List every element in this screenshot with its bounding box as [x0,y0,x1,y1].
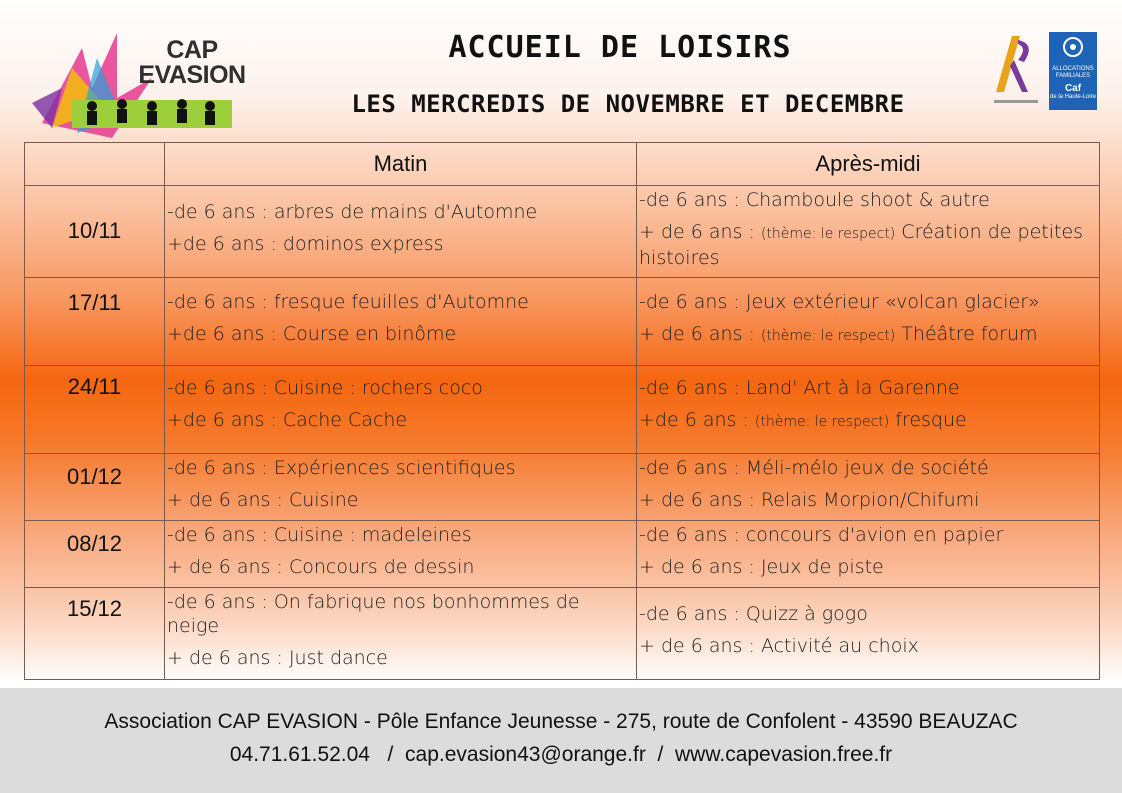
row-afternoon [637,186,1100,278]
table-row [25,278,1100,366]
morning-over6: +de 6 ans : Cache Cache [167,409,408,431]
row-afternoon [637,366,1100,454]
table-row [25,588,1100,680]
footer-phone: 04.71.61.52.04 [229,743,370,766]
footer-separator: / [370,743,406,766]
morning-under6: -de 6 ans : Cuisine : rochers coco [167,377,483,399]
table-row [25,186,1100,278]
caf-emblem-icon [1049,32,1097,66]
table-row [25,521,1100,588]
afternoon-under6: -de 6 ans : Quizz à gogo [639,603,868,625]
morning-over6: +de 6 ans : dominos express [167,233,444,255]
afternoon-under6: -de 6 ans : Chamboule shoot & autre [639,189,990,211]
afternoon-over6: + de 6 ans : (thème: le respect) Création de petites histoires [639,221,1084,269]
row-date: 24/11 [25,366,165,454]
morning-over6: + de 6 ans : Concours de dessin [167,556,475,578]
row-date: 10/11 [25,186,165,278]
footer-address: Association CAP EVASION - Pôle Enfance Jeunesse - 275, route de Confolent - 43590 BEAUZAC [104,710,1018,733]
caf-small-text: ALLOCATIONS FAMILIALES [1052,66,1094,79]
row-date: 01/12 [25,454,165,521]
row-afternoon [637,454,1100,521]
row-morning [165,588,637,680]
row-date: 15/12 [25,588,165,680]
row-date: 08/12 [25,521,165,588]
morning-under6: -de 6 ans : Expériences scientifiques [167,457,516,479]
row-morning [165,454,637,521]
footer [0,688,1122,793]
row-morning [165,278,637,366]
table-row [25,454,1100,521]
morning-under6: -de 6 ans : fresque feuilles d'Automne [167,291,529,313]
row-morning [165,521,637,588]
morning-under6: -de 6 ans : arbres de mains d'Automne [167,201,538,223]
footer-separator: / [645,743,676,766]
morning-under6: -de 6 ans : On fabrique nos bonhommes de neige [167,591,580,637]
page-title: ACCUEIL DE LOISIRS [448,30,792,65]
ar-monogram-icon [990,30,1042,110]
afternoon-over6: + de 6 ans : (thème: le respect) Théâtre forum [639,323,1038,345]
morning-over6: +de 6 ans : Course en binôme [167,323,457,345]
morning-over6: + de 6 ans : Cuisine [167,489,359,511]
afternoon-under6: -de 6 ans : concours d'avion en papier [639,524,1004,546]
logo-text: CAP EVASION [138,36,246,89]
ar-logo [990,30,1042,110]
afternoon-under6: -de 6 ans : Land' Art à la Garenne [639,377,960,399]
caf-logo [1049,32,1097,110]
row-date: 17/11 [25,278,165,366]
header-morning: Matin [165,143,637,186]
table-row [25,366,1100,454]
caf-name: Caf [1064,83,1082,94]
afternoon-over6: + de 6 ans : Relais Morpion/Chifumi [639,489,980,511]
footer-website[interactable]: www.capevasion.free.fr [675,743,893,766]
row-morning [165,186,637,278]
footer-email[interactable]: cap.evasion43@orange.fr [405,743,646,766]
caf-region: de la Haute-Loire [1049,94,1097,100]
afternoon-under6: -de 6 ans : Jeux extérieur «volcan glacier» [639,291,1040,313]
row-afternoon [637,278,1100,366]
afternoon-over6: +de 6 ans : (thème: le respect) fresque [639,409,967,431]
footer-contact [0,743,1122,767]
row-afternoon [637,521,1100,588]
morning-over6: + de 6 ans : Just dance [167,647,388,669]
row-afternoon [637,588,1100,680]
header-afternoon: Après-midi [637,143,1100,186]
header-empty [25,143,165,186]
afternoon-over6: + de 6 ans : Activité au choix [639,635,919,657]
afternoon-over6: + de 6 ans : Jeux de piste [639,556,884,578]
table-header-row [25,143,1100,186]
afternoon-under6: -de 6 ans : Méli-mélo jeux de société [639,457,989,479]
schedule-table [24,142,1100,680]
cap-evasion-logo [22,28,246,156]
row-morning [165,366,637,454]
page-subtitle: LES MERCREDIS DE NOVEMBRE ET DECEMBRE [351,90,905,118]
morning-under6: -de 6 ans : Cuisine : madeleines [167,524,472,546]
